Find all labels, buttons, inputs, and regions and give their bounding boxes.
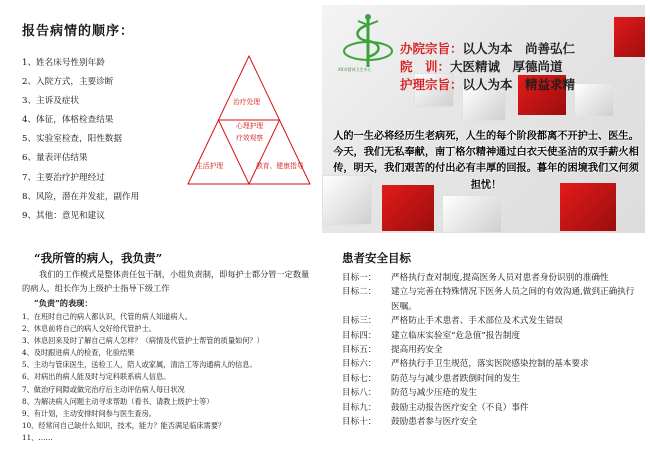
responsibility-list: [22, 311, 264, 444]
hospital-banner: [322, 5, 645, 233]
motto-value: 以人为本 尚善弘仁: [462, 41, 576, 56]
responsibility-intro: 我们的工作模式是整体责任包干制，小组负责制，即每护士都分管一定数量的病人，组长作为上级护士指导下级工作: [22, 269, 310, 293]
motto-line-2: [400, 57, 563, 75]
goal-label: 目标八：: [342, 388, 377, 399]
goal-item: [342, 314, 642, 328]
list-item: 3、主诉及症状: [22, 96, 80, 107]
goal-item: [342, 271, 642, 285]
list-item: 5、主动与管床医生，送检工人，陪人或家属，清洁工等沟通病人的信息。: [22, 360, 257, 370]
logo-caption: XX市精神卫生中心: [338, 67, 372, 72]
goal-text: 建立与完善在特殊情况下医务人员之间的有效沟通,做到正确执行医嘱。: [391, 287, 635, 312]
goal-text: 鼓励主动报告医疗安全（不良）事件: [391, 402, 529, 413]
motto-key: 办院宗旨：: [400, 41, 463, 56]
list-item: 7、主要治疗护理经过: [22, 172, 105, 183]
pyramid-left-label: 生活护理: [196, 162, 224, 170]
responsibility-subtitle: “负责”的表现：: [34, 298, 93, 308]
list-item: 9、有计划，主动安排时间参与医生查房。: [22, 408, 156, 418]
list-item: 4、体征，体格检查结果: [22, 115, 114, 126]
list-item: 8、风险，潜在并发症，副作用: [22, 191, 140, 202]
responsibility-title: “我所管的病人，我负责”: [34, 251, 163, 265]
goal-label: 目标十：: [342, 417, 377, 428]
list-item: 11、……: [22, 432, 53, 442]
goal-item: [342, 386, 642, 400]
list-item: 5、实验室检查，阳性数据: [22, 134, 122, 145]
goal-label: 目标七：: [342, 373, 377, 384]
motto-value: 大医精诚 厚德尚道: [450, 59, 563, 74]
goal-label: 目标四：: [342, 330, 377, 341]
goal-label: 目标一：: [342, 273, 377, 283]
goal-label: 目标六：: [342, 359, 377, 370]
goal-item: [342, 329, 642, 343]
pyramid-center-label-1: 心理护理: [236, 122, 264, 130]
goal-item: [342, 372, 642, 386]
list-item: 1、在班时自己的病人都认识，代管的病人知道病人。: [22, 312, 192, 321]
goal-text: 建立临床实验室“危急值”报告制度: [391, 330, 521, 341]
hospital-logo-icon: [340, 11, 396, 73]
responsibility-panel: [0, 236, 322, 459]
nursing-pyramid-diagram: [186, 54, 312, 186]
list-item: 7、做治疗间隙或做完治疗后主动评估病人每日状况: [22, 384, 185, 394]
list-item: 1、姓名床号性别年龄: [22, 58, 105, 68]
decor-cube: [442, 195, 502, 233]
list-item: 4、及时跟进病人的检查，化验结果: [22, 348, 135, 358]
inspirational-paragraph: 人的一生必将经历生老病死，人生的每个阶段都离不开护士、医生。今天，我们无私奉献，南丁格尔精神通过白衣天使圣洁的双手薪火相传，明天，我们艰苦的付出必有丰厚的回报。暮年的困境我们又何须担忧！: [333, 131, 639, 191]
goal-item: [342, 401, 642, 415]
goal-item: [342, 357, 642, 371]
list-item: 9、其他：意见和建议: [22, 210, 105, 221]
goal-text: 严格执行查对制度,提高医务人员对患者身份识别的准确性: [391, 273, 609, 283]
pyramid-right-label: 教育、健康指导: [256, 162, 304, 170]
motto-line-1: [400, 39, 575, 57]
goal-text: 防范与与减少患者跌倒时间的发生: [391, 373, 520, 384]
motto-key: 护理宗旨：: [400, 77, 463, 92]
list-item: 2、入院方式，主要诊断: [22, 77, 114, 88]
report-order-list: [22, 54, 139, 226]
safety-goals-list: [342, 271, 642, 429]
goal-text: 严格执行手卫生规范，落实医院感染控制的基本要求: [391, 359, 589, 370]
report-order-panel: [0, 0, 322, 236]
goal-text: 鼓励患者参与医疗安全: [391, 417, 477, 428]
list-item: 10、经常问自己缺什么知识，技术，能力？能否满足临床需要？: [22, 420, 226, 430]
safety-title: 患者安全目标: [342, 251, 411, 265]
list-item: 2、休息前将自己的病人交好给代管护士。: [22, 324, 156, 334]
goal-label: 目标五：: [342, 345, 377, 356]
goal-label: 目标三：: [342, 316, 377, 327]
motto-key: 院 训：: [400, 59, 451, 74]
motto-value: 以人为本 精益求精: [462, 77, 576, 92]
list-item: 8、为解决病人问题主动寻求帮助（看书、请教上级护士等）: [22, 396, 214, 406]
decor-cube: [574, 83, 614, 117]
safety-goals-panel: [322, 236, 650, 459]
goal-text: 严格防止手术患者、手术部位及术式发生错误: [391, 316, 563, 327]
report-order-title: 报告病情的顺序：: [22, 24, 135, 39]
goal-text: 防范与减少压疮的发生: [391, 388, 477, 399]
pyramid-top-label: 治疗处理: [233, 98, 261, 106]
list-item: 6、对病出的病人能及时与定科联系病人信息。: [22, 372, 171, 382]
goal-text: 提高用药安全: [391, 345, 443, 356]
goal-item: [342, 343, 642, 357]
goal-label: 目标二：: [342, 287, 377, 298]
list-item: 6、量表评估结果: [22, 153, 88, 164]
motto-line-3: [400, 75, 575, 93]
decor-red-cube: [614, 17, 645, 57]
goal-item: [342, 285, 642, 314]
list-item: 3、休息回来及时了解自己病人怎样？（病情及代管护士帮管的质量如何？）: [22, 336, 264, 346]
goal-label: 目标九：: [342, 402, 377, 413]
pyramid-center-label-2: 疗效观察: [236, 134, 264, 142]
goal-item: [342, 415, 642, 429]
